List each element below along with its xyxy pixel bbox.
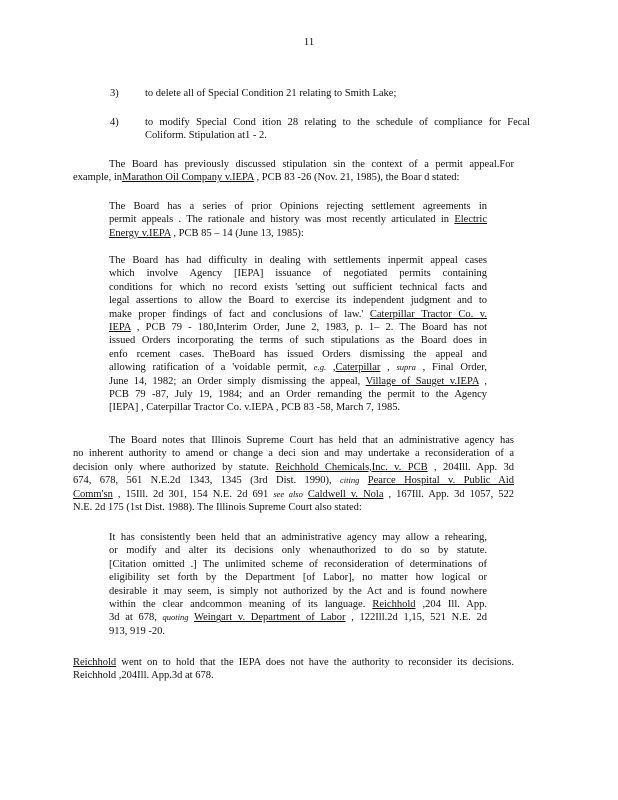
case-citation: Marathon Oil Company v.IEPA (121, 172, 254, 184)
case-citation: Weingart v. Department of Labor (194, 612, 346, 624)
case-citation: Caterpillar Tractor Co. v. (369, 308, 487, 320)
paragraph-reichhold-conclusion: Reichhold went on to hold that the IEPA does not have the authority to reconsider its decisions. Reichhold ,204Ill. App.3d at 678. (73, 657, 514, 682)
case-citation: Village of Sauget v.IEPA (365, 375, 479, 387)
block-quote-settlements: The Board has had difficulty in dealing with settlements inpermit appeal cases which involve Agency [IEPA] issuance of negotiated permits containing conditions for which no record exists 'setting out sufficient technical facts and legal assertions to allow the Board to exercise its independent judgment and to make proper findings of fact and conclusions of law.' Caterpillar Tractor Co. v. IEPA , PCB 79 - 180,Interim Order, June 2, 1983, p. 1– 2. The Board has not issued Orders incorporating the terms of such stipulations as the Board does in enfo rcement cases. TheBoard has issued Orders dismissing the appeal and allowing ratification of a 'voidable permit, e.g. ,Caterpillar , supra , Final Order, June 14, 1982; an Order simply dismissing the appeal, Village of Sauget v.IEPA , PCB 79 -87, July 19, 1984; and an Order remanding the permit to the Agency [IEPA] , Caterpillar Tractor Co. v.IEPA , PCB 83 -58, March 7, 1985. (109, 255, 488, 414)
list-number: 3) (110, 88, 119, 99)
list-number: 4) (110, 117, 119, 128)
case-citation: Energy v.IEPA (109, 227, 171, 239)
page-number: 11 (303, 36, 315, 48)
case-citation: Caterpillar (335, 362, 381, 374)
case-citation: Reichhold (372, 599, 416, 611)
case-citation: Reichhold (73, 657, 117, 668)
text-line: to modify Special Cond ition 28 relating to the schedule of compliance for Fecal (145, 117, 530, 128)
paragraph-stipulation-context: The Board has previously discussed stipulation sin the context of a permit appeal.For example, inMarathon Oil Company v.IEPA , PCB 83 -26 (Nov. 21, 1985), the Boar d stated: (73, 159, 514, 184)
case-citation: IEPA (109, 322, 131, 334)
block-quote-reconsideration: It has consistently been held that an administrative agency may allow a rehearing, or modify and alter its decisions only whenauthorized to do so by statute. [Citation omitted .] The unlimited scheme of reconsideration of determinations of eligibility set forth by the Department [of Labor], no matter how logical or desirable it may seem, is simply not authorized by the Act and is found nowhere within the clear andcommon meaning of its language. Reichhold ,204 Ill. App. 3d at 678, quoting Weingart v. Department of Labor , 122Ill.2d 1,15, 521 N.E. 2d 913, 919 -20. (109, 532, 487, 637)
text-line: Coliform. Stipulation at1 - 2. (145, 130, 267, 142)
case-citation: Reichhold Chemicals,Inc. v. PCB (275, 461, 428, 473)
case-citation: Caldwell v. Nola (307, 488, 384, 500)
case-citation: Pearce Hospital v. Public Aid (367, 475, 514, 487)
paragraph-supreme-court: The Board notes that Illinois Supreme Court has held that an administrative agency has no inherent authority to amend or change a deci sion and may undertake a reconsideration of a decision only where authorized by statute. Reichhold Chemicals,Inc. v. PCB , 204Ill. App. 3d 674, 678, 561 N.E.2d 1343, 1345 (3rd Dist. 1990), citing Pearce Hospital v. Public Aid Comm'sn , 15Ill. 2d 301, 154 N.E. 2d 691 see also Caldwell v. Nola , 167Ill. App. 3d 1057, 522 N.E. 2d 175 (1st Dist. 1988). The Illinois Supreme Court also stated: (73, 435, 515, 514)
list-text: to delete all of Special Condition 21 relating to Smith Lake; (145, 88, 397, 99)
case-citation: Comm'sn (73, 488, 113, 500)
block-quote-electric-energy: The Board has a series of prior Opinions rejecting settlement agreements in permit appeals . The rationale and history was most recently articulated in Electric Energy v.IEPA , PCB 85 – 14 (June 13, 1985): (109, 201, 487, 239)
list-text (145, 116, 530, 143)
case-citation: Electric (454, 214, 487, 226)
